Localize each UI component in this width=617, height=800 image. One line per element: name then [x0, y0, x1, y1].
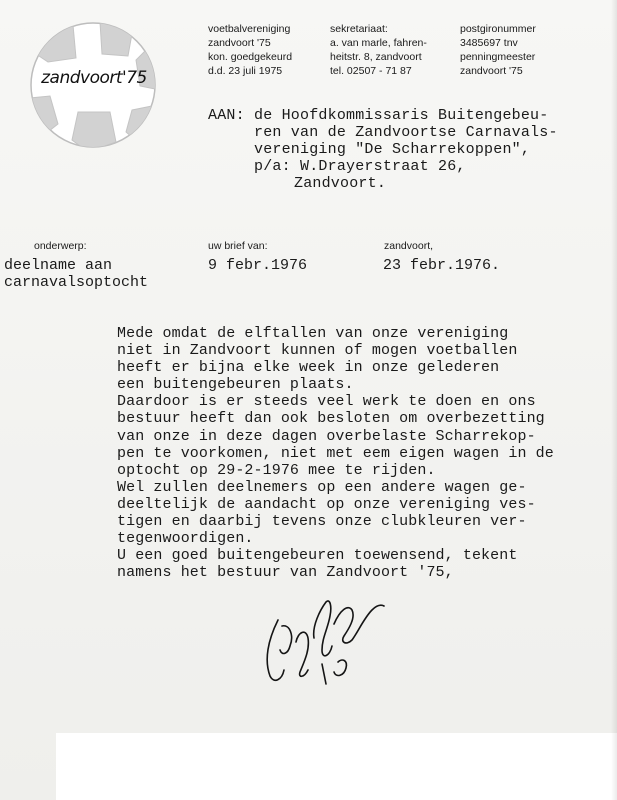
body-line: Mede omdat de elftallen van onze vereniging — [117, 325, 509, 342]
body-line: optocht op 29-2-1976 mee te rijden. — [117, 461, 436, 479]
letter-date: 23 febr.1976. — [383, 257, 501, 274]
body-line: deeltelijk de aandacht op onze vereniging ves- — [117, 495, 536, 513]
club-info-line: d.d. 23 juli 1975 — [208, 65, 283, 77]
body-line: pen te voorkomen, niet met eem eigen wagen in de — [117, 444, 554, 462]
subject-value — [4, 257, 148, 291]
body-line: niet in Zandvoort kunnen of mogen voetballen — [117, 342, 518, 360]
body-line: U een goed buitengebeuren toewensend, tekent — [117, 547, 518, 565]
letterhead-giro-info — [460, 22, 536, 78]
subject-label: onderwerp: — [34, 240, 87, 252]
signature-icon — [260, 580, 390, 690]
body-line: tegenwoordigen. — [117, 530, 254, 548]
secretariat-line: heitstr. 8, zandvoort — [330, 51, 422, 63]
giro-line: penningmeester — [460, 51, 536, 63]
body-line: een buitengebeuren plaats. — [117, 376, 354, 394]
letter-body — [117, 325, 554, 581]
body-line: bestuur heeft dan ook besloten om overbezetting — [117, 410, 545, 428]
body-line: Wel zullen deelnemers op een andere wagen ge- — [117, 478, 527, 496]
giro-line: zandvoort '75 — [460, 65, 523, 77]
address-line: ren van de Zandvoortse Carnavals- — [254, 124, 558, 141]
body-line: namens het bestuur van Zandvoort '75, — [117, 564, 454, 582]
logo-wordmark: zandvoort'75 — [41, 68, 147, 88]
secretariat-line: a. van marle, fahren- — [330, 37, 427, 49]
letter-date-value: 9 febr.1976 — [208, 257, 308, 274]
letterhead-club-info — [208, 22, 292, 78]
body-line: Daardoor is er steeds veel werk te doen en ons — [117, 393, 536, 411]
letterhead-secretariat-info — [330, 22, 427, 78]
secretariat-line: sekretariaat: — [330, 23, 388, 35]
recipient-address — [254, 107, 558, 192]
giro-line: postgironummer — [460, 23, 536, 35]
club-logo — [28, 20, 158, 150]
recipient-label: AAN: — [208, 107, 245, 124]
address-line: vereniging "De Scharrekoppen", — [254, 141, 531, 158]
club-info-line: voetbalvereniging — [208, 23, 291, 35]
subject-line: carnavalsoptocht — [4, 274, 149, 291]
club-info-line: zandvoort '75 — [208, 37, 271, 49]
body-line: van onze in deze dagen overbelaste Scharrekop- — [117, 427, 536, 445]
blank-paper-area — [56, 733, 617, 800]
body-line: tigen en daarbij tevens onze clubkleuren ver- — [117, 513, 527, 531]
giro-line: 3485697 tnv — [460, 37, 518, 49]
letter-date-label: uw brief van: — [208, 240, 268, 252]
address-line: Zandvoort. — [294, 175, 387, 192]
club-info-line: kon. goedgekeurd — [208, 51, 293, 63]
body-line: heeft er bijna elke week in onze gelederen — [117, 359, 500, 377]
handwritten-signature — [260, 580, 390, 690]
secretariat-line: tel. 02507 - 71 87 — [330, 65, 412, 77]
address-line: p/a: W.Drayerstraat 26, — [254, 158, 466, 175]
address-line: de Hoofdkommissaris Buitengebeu- — [254, 107, 549, 124]
place-label: zandvoort, — [384, 240, 434, 252]
subject-line: deelname aan — [4, 257, 113, 274]
page-edge-shadow — [611, 0, 617, 800]
